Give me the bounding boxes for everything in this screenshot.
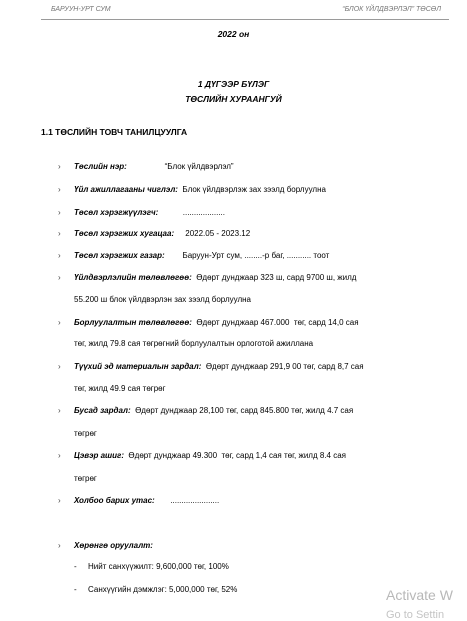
page-header: [41, 0, 449, 20]
bullet-arrow-icon: ›: [58, 185, 61, 194]
item-value: ...................: [158, 208, 225, 217]
item-value: ......................: [154, 496, 220, 505]
bullet-arrow-icon: ›: [58, 362, 61, 371]
dash-bullet: -: [74, 585, 77, 594]
item-value: Баруун-Урт сум, ........-р баг, ........... тоот: [164, 251, 330, 260]
header-left-text: БАРУУН-УРТ СУМ: [51, 6, 111, 13]
header-right-text: “БЛОК ҮЙЛДВЭРЛЭЛ” ТӨСӨЛ: [342, 6, 441, 13]
bullet-arrow-icon: ›: [58, 406, 61, 415]
item-value: Өдөрт дунджаар 323 ш, сард 9700 ш, жилд: [191, 273, 357, 282]
item-value: 2022.05 - 2023.12: [174, 229, 251, 238]
dash-bullet: -: [74, 562, 77, 571]
bullet-arrow-icon: ›: [58, 162, 61, 171]
chapter-title: ТӨСЛИЙН ХУРААНГУЙ: [185, 94, 282, 104]
bullet-arrow-icon: ›: [58, 318, 61, 327]
bullet-arrow-icon: ›: [58, 229, 61, 238]
funding-line-text: Нийт санхүүжилт: 9,600,000 төг, 100%: [88, 562, 229, 571]
bullet-arrow-icon: ›: [58, 208, 61, 217]
item-continuation: төгрөг: [74, 474, 97, 483]
chapter-number: 1 ДҮГЭЭР БҮЛЭГ: [197, 79, 270, 89]
item-label: Цэвэр ашиг:: [74, 451, 124, 460]
item-label: Бусад зардал:: [74, 406, 131, 415]
item-value: Блок үйлдвэрлэж зах зээлд борлуулна: [177, 185, 326, 194]
item-continuation: төг, жилд 49.9 сая төгрөг: [74, 384, 166, 393]
item-value: “Блок үйлдвэрлэл”: [126, 162, 234, 171]
year-heading: 2022 он: [217, 29, 250, 39]
funding-line-text: Санхүүгийн дэмжлэг: 5,000,000 төг, 52%: [88, 585, 238, 594]
bullet-arrow-icon: ›: [58, 496, 61, 505]
section-title: 1.1 ТӨСЛИЙН ТОВЧ ТАНИЛЦУУЛГА: [41, 127, 188, 137]
item-label: Төсөл хэрэгжүүлэгч:: [74, 208, 159, 217]
funding-line: [74, 562, 229, 571]
item-value: Өдөрт дунджаар 28,100 төг, сард 845.800 төг, жилд 4.7 сая: [130, 406, 354, 415]
item-label: Борлуулалтын төлөвлөгөө:: [74, 318, 192, 327]
item-continuation: 55.200 ш блок үйлдвэрлэн зах зээлд борлуулна: [74, 295, 251, 304]
item-continuation: төгрөг: [74, 429, 97, 438]
bullet-arrow-icon: ›: [58, 273, 61, 282]
item-label: Үйл ажиллагааны чиглэл:: [74, 185, 178, 194]
bullet-arrow-icon: ›: [58, 541, 61, 550]
item-label: Төсөл хэрэгжих хугацаа:: [74, 229, 175, 238]
bullet-arrow-icon: ›: [58, 251, 61, 260]
item-value: Өдөрт дунджаар 49.300 төг, сард 1,4 сая төг, жилд 8.4 сая: [123, 451, 346, 460]
activation-watermark: Activate W: [386, 587, 453, 603]
activation-watermark-settings: Go to Settin: [386, 609, 445, 621]
chapter-heading: [0, 77, 467, 107]
item-label: Үйлдвэрлэлийн төлөвлөгөө:: [74, 273, 192, 282]
item-value: Өдөрт дунджаар 467.000 төг, сард 14,0 сая: [191, 318, 359, 327]
item-continuation: төг, жилд 79.8 сая төгрөгний борлуулалтын орлоготой ажиллана: [74, 339, 314, 348]
item-label: Төслийн нэр:: [74, 162, 127, 171]
item-value: Өдөрт дунджаар 291,9 00 төг, сард 8,7 сая: [201, 362, 364, 371]
funding-line: [74, 585, 237, 594]
item-label: Төсөл хэрэгжих газар:: [74, 251, 165, 260]
item-label: Түүхий эд материалын зардал:: [74, 362, 202, 371]
funding-label: Хөрөнгө оруулалт:: [74, 541, 153, 550]
bullet-arrow-icon: ›: [58, 451, 61, 460]
item-label: Холбоо барих утас:: [74, 496, 155, 505]
